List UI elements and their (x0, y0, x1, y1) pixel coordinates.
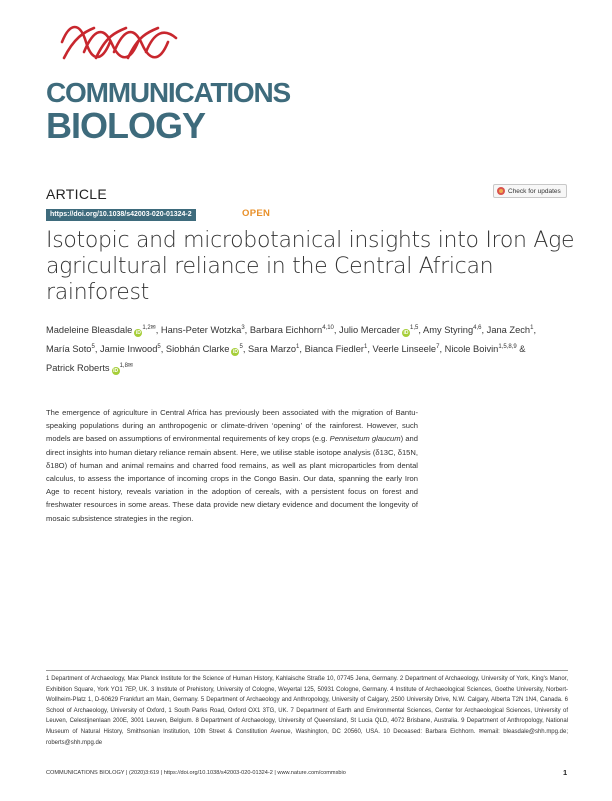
article-type: ARTICLE (46, 186, 107, 202)
author-name (339, 325, 418, 335)
author-affiliation-sup: 1 (530, 325, 534, 331)
author-name-text: Siobhán Clarke (165, 344, 230, 355)
author-name-text: Madeleine Bleasdale (46, 325, 133, 336)
author-name (487, 325, 534, 335)
check-for-updates-label: Check for updates (508, 187, 561, 195)
orcid-icon[interactable]: iD (113, 368, 119, 375)
author-affiliation-sup: 4,6 (473, 325, 482, 331)
page-footer: COMMUNICATIONS BIOLOGY | (2020)3:619 | https://doi.org/10.1038/s42003-020-01324-2 | www.nature.com/commsbio (46, 770, 346, 776)
author-name-text: Nicole Boivin (444, 344, 499, 355)
author-name-text: Jamie Inwood (100, 344, 158, 355)
author-affiliation-sup: 1,5,8,9 (498, 344, 517, 351)
author-name-text: Veerle Linseele (372, 344, 437, 355)
orcid-icon[interactable]: iD (403, 330, 409, 337)
check-for-updates-button[interactable] (493, 184, 567, 198)
orcid-icon[interactable]: iD (232, 349, 238, 356)
affiliations-divider (46, 670, 568, 671)
orcid-icon[interactable]: iD (135, 330, 141, 337)
author-name (305, 344, 368, 354)
author-name (445, 344, 517, 354)
abstract (46, 406, 418, 525)
author-name (250, 325, 334, 335)
author-name-text: Amy Styring (423, 325, 474, 336)
author-affiliation-sup: 1,8✉ (119, 363, 133, 370)
author-affiliation-sup: 1 (296, 344, 300, 351)
author-name-text: Hans-Peter Wotzka (160, 325, 242, 336)
author-name (46, 363, 133, 373)
abstract-text-part2: ) and direct insights into human dietary reliance remain absent. Here, we utilise stable isotope analysis (δ13C, δ15N, δ18O) of human and animal remains and charred food remains, as well as plant microparticles from dental calculus, to assess the importance of incoming crops in the Congo Basin. Our data, spanning the early Iron Age to recent history, reveals variation in the adoption of cereals, with a persistent focus on forest and freshwater resources in some areas. These data provide new dietary evidence and document the longevity of mosaic subsistence strategies in the region. (46, 434, 418, 523)
author-affiliation-sup: 3 (241, 325, 245, 331)
article-title: Isotopic and microbotanical insights into Iron Age agricultural reliance in the Central African rainforest (46, 228, 575, 305)
abstract-text-part1: The emergence of agriculture in Central Africa has previously been associated with the migration of Bantu-speaking populations during an anthropogenic or climate-driven ‘opening’ of the rainforest. However, such models are based on assumptions of environmental requirements of key crops (e.g. (46, 408, 418, 444)
author-name (100, 344, 161, 354)
author-name-text: Bianca Fiedler (304, 344, 364, 355)
journal-logo-mark (60, 18, 180, 76)
update-badge-icon (497, 187, 505, 195)
author-name-text: Patrick Roberts (46, 363, 110, 374)
author-name (373, 344, 440, 354)
author-name (166, 344, 243, 354)
affiliations: 1 Department of Archaeology, Max Planck Institute for the Science of Human History, Kahlaische Straße 10, 07745 Jena, Germany. 2 Department of Archaeology, University of York, King's Manor, Exhibition Square, York YO1 7EP, UK. 3 Institute of Prehistory, University of Cologne, Weyertal 125, 50931 Cologne, Germany. 4 Institute of Archaeological Sciences, Goethe University, Norbert-Wollheim-Platz 1, D-60629 Frankfurt am Main, Germany. 5 Department of Archaeology and Anthropology, University of Calgary, 2500 University Drive, N.W. Calgary, Alberta T2N 1N4, Canada. 6 School of Archaeology, University of Oxford, 1 South Parks Road, Oxford OX1 3TG, UK. 7 Department of Earth and Environmental Sciences, Center for Archaeological Sciences, University of Leuven, Celestijnenlaan 200E, 3001 Leuven, Belgium. 8 Department of Archaeology, University of Queensland, St Lucia QLD, 4072 Brisbane, Australia. 9 Department of Anthropology, National Museum of Natural History, Smithsonian Institution, 10th Street & Constitution Avenue, Washington, DC 20560, USA. 10 Deceased: Barbara Eichhorn. ✉email: bleasdale@shh.mpg.de; roberts@shh.mpg.de (46, 676, 568, 746)
author-name-text: Sara Marzo (247, 344, 297, 355)
author-affiliation-sup: 7 (436, 344, 440, 351)
journal-name-line2: BIOLOGY (46, 105, 206, 146)
doi-link[interactable]: https://doi.org/10.1038/s42003-020-01324-2 (46, 209, 196, 221)
author-name (161, 325, 245, 335)
author-affiliation-sup: 1 (364, 344, 368, 351)
author-name (248, 344, 299, 354)
author-name-text: Jana Zech (486, 325, 531, 336)
author-affiliation-sup: 5 (91, 344, 95, 351)
author-affiliation-sup: 1,5 (410, 325, 419, 331)
author-name (423, 325, 481, 335)
page-number: 1 (563, 768, 568, 777)
author-name-text: María Soto (46, 344, 92, 355)
author-affiliation-sup: 5 (239, 344, 243, 351)
open-access-badge: OPEN (242, 208, 271, 219)
author-affiliation-sup: 1,2✉ (142, 325, 156, 331)
author-name (46, 344, 95, 354)
abstract-italic-term: Pennisetum glaucum (329, 434, 401, 444)
author-name (46, 325, 156, 335)
author-affiliation-sup: 5 (157, 344, 161, 351)
author-affiliation-sup: 4,10 (322, 325, 334, 331)
author-list: Madeleine Bleasdale $iD^{1,2✉}$, Hans-Peter Wotzka$^3$, Barbara Eichhorn$^{4,10}$, Julio Mercader iD$^{1,5}$, Amy Styring$^{4,6}$, Jana Zech$^1$, María Soto$^5$, Jamie Inwood$^5$, Siobhán Clarke $iD^5$, Sara Marzo$^1$, Bianca Fiedler$^1$, Veerle Linseele$^7$, Nicole Boivin$^{1,5,8,9}$ & Patrick Roberts $iD^{1,8✉}$ (46, 325, 537, 375)
author-name-text: Julio Mercader (339, 325, 401, 336)
journal-name-line1: COMMUNICATIONS (46, 77, 290, 108)
author-name-text: Barbara Eichhorn (249, 325, 323, 336)
